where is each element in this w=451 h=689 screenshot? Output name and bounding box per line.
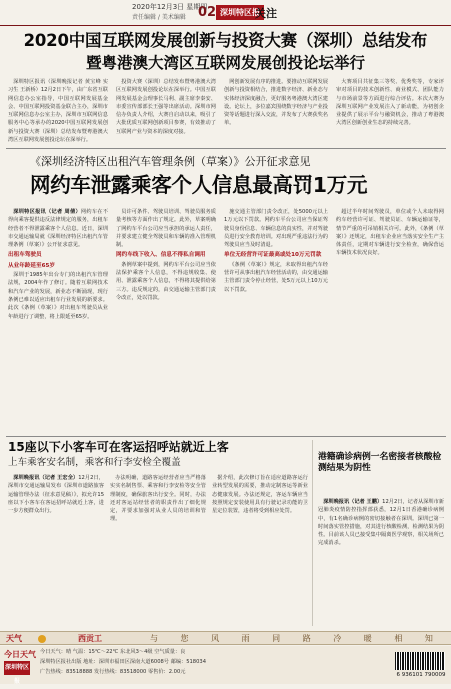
story2-subhead-1b: 从业年龄延至65岁 <box>8 262 55 269</box>
footer-publisher-line: 深圳特区报社出版 地址：深圳市福田区深南大道6008号 邮编：518034 <box>40 659 206 665</box>
story3-byline: 深圳晚报讯（记者 王宏全） <box>13 475 79 481</box>
section-title: 关注 <box>255 7 277 20</box>
story2-kicker: 《深圳经济特区出租汽车管理条例（草案）》公开征求意见 <box>30 155 311 168</box>
sponsor-brand: 西贡工 <box>78 634 102 643</box>
story3-column-3 <box>212 474 308 626</box>
story2-body-1b: 深圳于1985年出台专门的出租汽车管理法规，2004年作了修订。随着互联网技术和汽车产业的发展，新业态不断涌现，现行条例已难以适应出租车行业发展的新要求。此次《条例（草案）》对出租车驾驶员从业年龄进行了调整，将上限延至65岁。 <box>8 272 108 320</box>
story2-subhead-1: 出租车驾驶员 <box>8 252 42 259</box>
story3-body-1: 12月2日，深圳市交通运输局发布《深圳市道路旅客运输管理办法（征求意见稿）》，拟允许15座以下小客车在客运招呼站就近上客，进一步方便群众出行。 <box>8 475 104 515</box>
story4-column <box>318 498 444 626</box>
story2-subhead-3: 单位无经营许可证最高或处10万元罚款 <box>224 252 322 259</box>
story1-column-1 <box>8 78 108 144</box>
issue-date: 2020年12月3日 星期四 <box>132 3 208 11</box>
story2-body-2: 员许可条件、驾驶员培训、驾驶员服务质量考核等方面作出了规定。此外，草案明确了网约车平台公司应当承担的承运人责任，并要求建立健全驾驶员和车辆的准入管理机制。 <box>116 209 216 249</box>
sun-icon <box>38 635 46 643</box>
footer-logo: 深圳特区报 <box>4 661 30 675</box>
story3-body-2: 办法明确，道路客运经营者应当严格落实实名制售票、乘客和行李安检等安全管理制度，确保旅客出行安全。同时，办法还对客运站经营者的职责作出了细化规定，并要求加强对从业人员的培训和管理。 <box>110 475 206 523</box>
story2-column-3 <box>224 208 328 430</box>
weather-slogan: 与 您 风 雨 同 路 冷 暖 相 知 <box>150 634 443 643</box>
story3-column-1 <box>8 474 104 626</box>
story1-headline: 2020中国互联网发展创新与投资大赛（深圳）总结发布 <box>23 31 428 50</box>
story1-column-2 <box>116 78 216 140</box>
story2-body-2b: 条例草案中提到，网约车平台公司应当依法保护乘客个人信息，不得违规收集、使用、泄露乘客个人信息，不得将其提供给第三方。违反规定的，由交通运输主管部门责令改正，处以罚款。 <box>116 261 216 301</box>
divider <box>6 436 446 437</box>
story2-column-4 <box>336 208 444 430</box>
story1-body-2: 投资大赛（深圳）总结发布暨粤港澳大湾区互联网发展创投论坛在深举行。中国互联网发展基金会理事长马利、副主席李秦安、市委宣传部部长王强等出席活动。深圳市网信办负责人介绍，大赛自启动以来，吸引了大批优质互联网创新项目参赛，有效推动了互联网产业与资本的深度对接。 <box>116 79 216 135</box>
newspaper-brand: 深圳特区报 <box>216 5 264 20</box>
story3-subhead: 上车乘客安名制，乘客和行李安检全覆盖 <box>8 457 181 468</box>
story2-column-1 <box>8 208 108 430</box>
story1-body-4: 大赛项目共征集三等奖、优秀奖等，专家评审对项目的技术创新性、商业模式、团队能力与市场前景等方面进行综合评估。本次大赛为深圳互联网产业发展注入了新动能，为初创企业提供了展示平台与融资机会，推动了粤港澳大湾区创新创业生态的持续完善。 <box>336 79 444 127</box>
story2-byline: 深圳特区报讯（记者 周倩） <box>13 209 81 215</box>
page-header <box>0 0 451 26</box>
story1-column-4 <box>336 78 444 140</box>
story1-body-3: 网创新发展有序的推进。要推动互联网发展创新与投资相结合，推进数字经济、新业态与实体经济深度融合，更好服务粤港澳大湾区建设。论坛上，多位嘉宾围绕数字经济与产业投资等话题进行深入交流，并发布了大赛获奖名单。 <box>224 79 328 127</box>
story2-column-2 <box>116 208 216 430</box>
story2-body-3: 施交通主管部门责令改正，处5000元以上1万元以下罚款。网约车平台公司应当保证驾驶员身份信息、车辆信息的真实性，并对驾驶员进行安全教育培训。对出现严重违法行为的驾驶员应当及时清退。 <box>224 209 328 249</box>
editor-credit: 责任编辑 / 美术编辑 <box>132 14 186 21</box>
story2-body-4: 超过半年时间驾驶员，单位或个人未取得网约车经营许可证、驾驶员证、车辆运输证等，情节严重的可吊销相关许可。此外，《条例（草案）》还规定，出租车企业应当落实安全生产主体责任，定期对车辆进行安全检查，确保营运车辆技术状况良好。 <box>336 209 444 257</box>
story4-byline: 深圳晚报讯（记者 王鹏） <box>323 499 383 505</box>
footer-weather-line: 今日天气：晴 气温：15℃～22℃ 东北风3～4级 空气质量：良 <box>40 649 186 655</box>
barcode <box>395 652 445 670</box>
story1-column-3 <box>224 78 328 140</box>
column-divider <box>312 440 313 626</box>
story3-body-3: 据介绍，此次修订旨在适应道路客运行业转型发展的需要，推动定制客运等新业态健康发展。办法还规定，客运车辆应当按照规定安装使用具有行驶记录功能的卫星定位装置，违者将受到相应处罚。 <box>212 475 308 515</box>
story3-column-2 <box>110 474 206 626</box>
story4-headline: 港籍确诊病例一名密接者核酸检测结果为阴性 <box>318 452 442 473</box>
barcode-number: 6 936101 790009 <box>396 672 446 678</box>
page-footer <box>0 646 451 684</box>
story3-headline: 15座以下小客车可在客运招呼站就近上客 <box>8 440 229 454</box>
weather-label: 天气 <box>6 634 22 643</box>
footer-weather-title: 今日天气 <box>4 650 36 659</box>
divider <box>6 148 446 149</box>
footer-contact-line: 广告热线：83518888 发行热线：83518000 零售价：2.00元 <box>40 669 186 675</box>
weather-bar <box>0 631 451 645</box>
story2-headline: 网约车泄露乘客个人信息最高罚1万元 <box>30 173 368 197</box>
story1-headline-line2: 暨粤港澳大湾区互联网发展创投论坛举行 <box>85 54 365 72</box>
story2-body-3b: 《条例（草案）》规定，未取得出租汽车经营许可从事出租汽车经营活动的，由交通运输主管部门责令停止经营，处5万元以上10万元以下罚款。 <box>224 261 328 293</box>
page-number: 02 <box>198 5 217 20</box>
story2-body-1: 网约车在不得向乘客提供违反法律规定的服务，出租车经营者不得泄露乘客个人信息。近日，深圳市交通运输局就《深圳经济特区出租汽车管理条例（草案）》公开征求意见。 <box>8 209 108 249</box>
story2-subhead-2: 网约车线下收入、信息不得私自调用 <box>116 252 206 259</box>
story4-body: 12月2日，记者从深圳市新冠肺炎疫情防控指挥部获悉，12月1日香港确诊病例中，有1名确诊病例的密切接触者在深圳。深圳已第一时间落实管控措施，对其进行核酸检测，检测结果为阴性。目前该人员已接受集中隔离医学观察，相关场所已完成消杀。 <box>318 499 444 547</box>
story1-body-1: 深圳特区报讯（深圳晚报记者 黄宝峰 实习生 王新桥）12月2日下午，由广东省互联网信息办公室指导，中国互联网发展基金会、中国互联网投资基金联合主办，深圳市互联网信息办公室主办，深圳市互联网信息服务中心等承办的2020中国互联网发展创新与投资大赛（深圳）总结发布暨粤港澳大湾区互联网发展创投论坛在深举行。 <box>8 79 108 144</box>
